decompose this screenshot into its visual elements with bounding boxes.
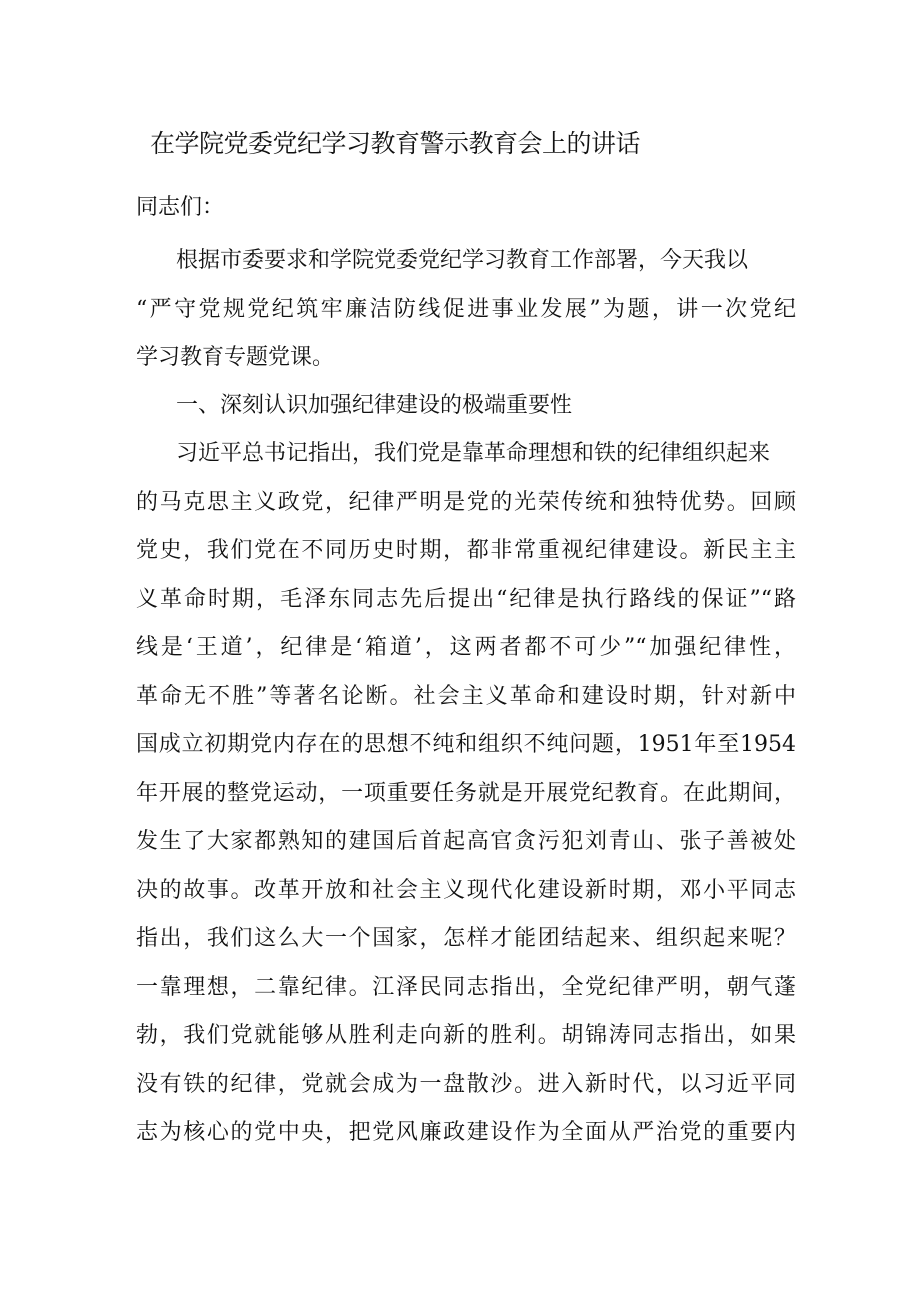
paragraph-line: 义革命时期，毛泽东同志先后提出“纪律是执行路线的保证”“路 xyxy=(136,586,796,612)
paragraph-line: 志为核心的党中央，把党风廉政建设作为全面从严治党的重要内 xyxy=(136,1120,796,1145)
paragraph-line: 学习教育专题党课。 xyxy=(136,345,335,370)
paragraph-line: 党史，我们党在不同历史时期，都非常重视纪律建设。新民主主 xyxy=(136,538,796,563)
section-heading-text: 一、深刻认识加强纪律建设的极端重要性 xyxy=(176,393,573,418)
paragraph-line: 指出，我们这么大一个国家，怎样才能团结起来、组织起来呢？ xyxy=(136,926,796,951)
section-heading xyxy=(136,382,796,431)
paragraph-line: 年开展的整党运动，一项重要任务就是开展党纪教育。在此期间， xyxy=(136,780,796,806)
paragraph-line: 发生了大家都熟知的建国后首起高官贪污犯刘青山、张子善被处 xyxy=(136,829,796,854)
paragraph-line: 一靠理想，二靠纪律。江泽民同志指出，全党纪律严明，朝气蓬 xyxy=(136,974,796,1000)
paragraph-line: 革命无不胜”等著名论断。社会主义革命和建设时期，针对新中 xyxy=(136,683,796,709)
paragraph-history xyxy=(136,430,796,1158)
paragraph-line: 的马克思主义政党，纪律严明是党的光荣传统和独特优势。回顾 xyxy=(136,489,796,515)
paragraph-line: 线是‘王道’，纪律是‘箱道’，这两者都不可少”“加强纪律性， xyxy=(136,635,796,660)
paragraph-line: 习近平总书记指出，我们党是靠革命理想和铁的纪律组织起来 xyxy=(176,441,771,466)
paragraph-line: “严守党规党纪筑牢廉洁防线促进事业发展”为题，讲一次党纪 xyxy=(136,296,796,322)
paragraph-line: 根据市委要求和学院党委党纪学习教育工作部署，今天我以 xyxy=(176,248,749,273)
document-title: 在学院党委党纪学习教育警示教育会上的讲话 xyxy=(150,129,641,158)
paragraph-line: 没有铁的纪律，党就会成为一盘散沙。进入新时代，以习近平同 xyxy=(136,1071,796,1097)
salutation: 同志们： xyxy=(136,195,225,220)
paragraph-line: 勃，我们党就能够从胜利走向新的胜利。胡锦涛同志指出，如果 xyxy=(136,1023,796,1048)
paragraph-intro xyxy=(136,237,796,383)
paragraph-line: 决的故事。改革开放和社会主义现代化建设新时期，邓小平同志 xyxy=(136,877,796,903)
paragraph-line: 国成立初期党内存在的思想不纯和组织不纯问题，1951年至1954 xyxy=(136,732,796,757)
